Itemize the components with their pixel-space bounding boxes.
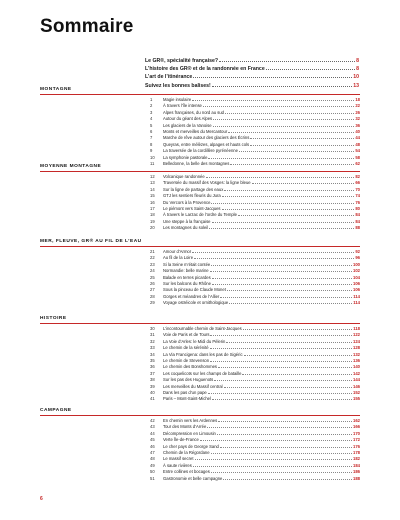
entry-list — [150, 174, 360, 232]
dot-leader — [220, 297, 352, 298]
entry-number: 23 — [150, 261, 155, 267]
entry-page: 146 — [353, 383, 360, 389]
entry-title: Chemin de la Régordane — [163, 449, 210, 455]
entry-title: Tour des Monts d’Arrée — [163, 424, 207, 430]
intro-item-title: L’art de l’itinérance — [145, 74, 193, 81]
page-number: 6 — [40, 496, 43, 502]
entry-title: Volcanique randonnée — [163, 174, 205, 179]
entry-title: La Via Francigena: dans les pas de Sigéric — [163, 351, 243, 357]
entry-number: 47 — [150, 449, 155, 455]
entry-page: 92 — [355, 249, 360, 254]
dot-leader — [244, 355, 352, 356]
entry-title: Le chemin des Bonshommes — [163, 364, 217, 370]
dot-leader — [218, 421, 352, 422]
entry-page: 104 — [353, 274, 360, 280]
dot-leader — [213, 119, 354, 120]
entry-page: 66 — [355, 180, 360, 186]
entry-number: 36 — [150, 364, 155, 370]
entry-page: 106 — [353, 280, 360, 286]
intro-item[interactable] — [145, 73, 359, 81]
dot-leader — [222, 209, 355, 210]
entry-page: 178 — [353, 449, 360, 455]
entry-number: 51 — [150, 475, 155, 481]
entry-page: 40 — [355, 128, 360, 134]
dot-leader — [208, 393, 352, 394]
dot-leader — [195, 459, 353, 460]
dot-leader — [200, 440, 352, 441]
entry-number: 49 — [150, 462, 155, 468]
entry-title: Alpes françaises, du nord au sud — [163, 109, 224, 115]
entry-title: Le massif secret — [163, 456, 194, 462]
entry-title: Sous la pinceau de Claude Monet — [163, 287, 226, 293]
entry-title: Monts et merveilles du Mercantour — [163, 128, 228, 134]
entry-title: Verte Île-de-France — [163, 437, 199, 443]
entry-number: 13 — [150, 180, 155, 186]
entry-page: 132 — [353, 351, 360, 357]
entry-number: 9 — [150, 148, 153, 154]
entry-page: 36 — [355, 122, 360, 128]
entry-number: 7 — [150, 135, 153, 141]
dot-leader — [209, 228, 354, 229]
entry-page: 142 — [353, 370, 360, 376]
entry-number: 42 — [150, 418, 155, 423]
entry-number: 21 — [150, 249, 155, 254]
entry-title: Le chemin de Stevenson — [163, 357, 210, 363]
entry-title: Gorges et méandres de l’Allier — [163, 293, 220, 299]
entry-number: 46 — [150, 443, 155, 449]
entry-page: 114 — [353, 300, 360, 306]
dot-leader — [212, 399, 352, 400]
dot-leader — [218, 367, 352, 368]
entry-title: Paris – Mont-Saint-Michel — [163, 396, 211, 402]
dot-leader — [212, 278, 352, 279]
entry-title: Queyras, entre mélèzes, alpages et hauts cols — [163, 141, 250, 147]
entry-number: 29 — [150, 300, 155, 306]
section-header: MOYENNE MONTAGNE — [40, 164, 102, 169]
dot-leader — [243, 329, 353, 330]
dot-leader — [206, 177, 355, 178]
entry-page: 70 — [355, 186, 360, 192]
entry-title: Normandie: belle marine — [163, 268, 209, 274]
dot-leader — [238, 215, 354, 216]
entry-title: Gastronomie et belle campagne — [163, 475, 223, 481]
entry-page: 100 — [353, 261, 360, 267]
section-rule — [40, 323, 360, 324]
entry-page: 176 — [353, 443, 360, 449]
dot-leader — [211, 453, 352, 454]
entry-page: 88 — [355, 225, 360, 231]
dot-leader — [252, 183, 355, 184]
entry-number: 24 — [150, 268, 155, 274]
intro-item[interactable] — [145, 65, 359, 73]
dot-leader — [212, 222, 355, 223]
entry-title: À saute rivières — [163, 462, 192, 468]
dot-leader — [229, 303, 352, 304]
entry-number: 39 — [150, 383, 155, 389]
dot-leader — [217, 434, 352, 435]
entry-number: 25 — [150, 274, 155, 280]
entry-page: 144 — [353, 377, 360, 383]
entry-number: 4 — [150, 116, 153, 122]
entry-page: 106 — [353, 287, 360, 293]
entry-page: 84 — [355, 218, 360, 224]
entry-number: 37 — [150, 370, 155, 376]
entry-number: 28 — [150, 293, 155, 299]
entry-page: 54 — [355, 148, 360, 154]
entry-number: 1 — [150, 97, 153, 102]
entry-number: 22 — [150, 255, 155, 261]
entry-page: 58 — [355, 154, 360, 160]
section-montagne — [40, 86, 360, 166]
entry-page: 32 — [355, 116, 360, 122]
entry-title: En chemin vers les Ardennes — [163, 418, 218, 423]
entry-page: 118 — [353, 326, 360, 331]
entry-title: Entre collines et bocages — [163, 469, 210, 475]
dot-leader — [210, 361, 352, 362]
section-histoire — [40, 315, 360, 402]
entry-title: Le chemin de la sérénité — [163, 345, 209, 351]
entry-title: Voie de Paris et de Tours — [163, 332, 210, 338]
entry-number: 16 — [150, 199, 155, 205]
dot-leader — [210, 348, 352, 349]
dot-leader — [220, 447, 352, 448]
entry-page: 136 — [353, 357, 360, 363]
entry-list — [150, 418, 360, 482]
toc-entry[interactable] — [150, 396, 360, 402]
section-header: CAMPAGNE — [40, 408, 72, 413]
entry-number: 30 — [150, 326, 155, 331]
section-header: HISTOIRE — [40, 316, 67, 321]
entry-number: 26 — [150, 280, 155, 286]
entry-number: 11 — [150, 160, 155, 166]
entry-title: Le piémont vers Saint-Jacques — [163, 205, 221, 211]
entry-number: 35 — [150, 357, 155, 363]
toc-entry[interactable] — [150, 225, 360, 231]
entry-title: Sur les balcons du Rhône — [163, 280, 211, 286]
entry-number: 45 — [150, 437, 155, 443]
intro-item-page: 13 — [353, 82, 359, 89]
entry-title: Magie insulaire — [163, 97, 192, 102]
entry-title: GTJ les sentiers fleuris du Jura — [163, 193, 221, 199]
dot-leader — [266, 69, 355, 70]
entry-number: 3 — [150, 109, 153, 115]
entry-number: 32 — [150, 338, 155, 344]
entry-page: 166 — [353, 424, 360, 430]
entry-number: 50 — [150, 469, 155, 475]
dot-leader — [192, 100, 354, 101]
dot-leader — [192, 252, 354, 253]
entry-number: 6 — [150, 128, 153, 134]
entry-title: Le cher pays de George Sand — [163, 443, 219, 449]
entry-title: Marche de rêve autour des glaciers des Écrins — [163, 135, 250, 141]
entry-number: 10 — [150, 154, 155, 160]
entry-title: Voyage ostréicole et ornithologique — [163, 300, 229, 306]
entry-title: Autour du géant des Alpes — [163, 116, 213, 122]
entry-page: 44 — [355, 135, 360, 141]
entry-number: 18 — [150, 212, 155, 218]
entry-title: Balade en terres picardes — [163, 274, 211, 280]
dot-leader — [210, 271, 352, 272]
section-header: MER, FLEUVE, GR® AU FIL DE L’EAU — [40, 239, 142, 244]
entry-number: 31 — [150, 332, 155, 338]
dot-leader — [214, 380, 352, 381]
dot-leader — [210, 335, 352, 336]
dot-leader — [250, 138, 354, 139]
section-moyenne-montagne — [40, 160, 360, 231]
entry-title: Dans les pas d’un pape — [163, 389, 207, 395]
entry-list — [150, 326, 360, 403]
entry-title: Si la Seine m’était contée — [163, 261, 211, 267]
entry-title: La Voie d’Arles: le Midi du Pèlerin — [163, 338, 226, 344]
entry-page: 84 — [355, 212, 360, 218]
entry-number: 34 — [150, 351, 155, 357]
dot-leader — [211, 265, 352, 266]
entry-number: 2 — [150, 103, 153, 109]
entry-page: 102 — [353, 268, 360, 274]
intro-item-title: Suivez les bonnes balises! — [145, 82, 211, 89]
entry-number: 33 — [150, 345, 155, 351]
dot-leader — [203, 106, 354, 107]
entry-page: 184 — [353, 462, 360, 468]
entry-page: 188 — [353, 475, 360, 481]
entry-title: Les glaciers de la Vanoise — [163, 122, 212, 128]
page-title: Sommaire — [40, 16, 134, 37]
entry-list — [150, 97, 360, 167]
entry-list — [150, 249, 360, 307]
entry-number: 8 — [150, 141, 153, 147]
intro-item-page: 10 — [353, 74, 359, 81]
dot-leader — [225, 113, 354, 114]
entry-title: Du Vercors à la Provence — [163, 199, 211, 205]
entry-page: 182 — [353, 456, 360, 462]
entry-page: 128 — [353, 345, 360, 351]
entry-title: L’incontournable chemin de Saint-Jacques — [163, 326, 242, 331]
intro-list — [145, 57, 359, 90]
entry-title: À travers l’île intense — [163, 103, 202, 109]
entry-page: 48 — [355, 141, 360, 147]
entry-page: 82 — [355, 174, 360, 179]
dot-leader — [207, 427, 352, 428]
intro-item[interactable] — [145, 57, 359, 65]
toc-entry[interactable] — [150, 476, 360, 482]
section-header: MONTAGNE — [40, 87, 72, 92]
dot-leader — [213, 126, 355, 127]
dot-leader — [222, 196, 355, 197]
dot-leader — [224, 190, 354, 191]
dot-leader — [226, 342, 352, 343]
dot-leader — [228, 132, 354, 133]
entry-page: 155 — [353, 396, 360, 402]
section-mer-fleuve — [40, 238, 360, 306]
dot-leader — [193, 466, 352, 467]
entry-title: Au fil de la Loire — [163, 255, 194, 261]
entry-page: 170 — [353, 430, 360, 436]
entry-number: 12 — [150, 174, 155, 179]
entry-page: 22 — [355, 103, 360, 109]
entry-page: 62 — [355, 160, 360, 166]
entry-title: Sur la ligne de partage des eaux — [163, 186, 224, 192]
entry-title: Amour d’Armor — [163, 249, 192, 254]
entry-number: 27 — [150, 287, 155, 293]
dot-leader — [212, 284, 352, 285]
entry-page: 74 — [355, 193, 360, 199]
dot-leader — [224, 387, 352, 388]
entry-page: 76 — [355, 199, 360, 205]
section-rule — [40, 415, 360, 416]
dot-leader — [211, 203, 354, 204]
section-rule — [40, 246, 360, 247]
entry-page: 18 — [355, 97, 360, 102]
dot-leader — [193, 77, 352, 78]
entry-number: 5 — [150, 122, 153, 128]
entry-title: À travers le Larzac de l’ordre du Temple — [163, 212, 237, 218]
dot-leader — [208, 158, 354, 159]
entry-page: 152 — [353, 389, 360, 395]
intro-item-title: L’histoire des GR® et de la randonnée en France — [145, 66, 265, 73]
dot-leader — [223, 479, 352, 480]
entry-number: 40 — [150, 389, 155, 395]
entry-title: La symphonie pastorale — [163, 154, 208, 160]
entry-page: 186 — [353, 469, 360, 475]
entry-page: 26 — [355, 109, 360, 115]
entry-page: 140 — [353, 364, 360, 370]
entry-number: 44 — [150, 430, 155, 436]
entry-number: 41 — [150, 396, 155, 402]
dot-leader — [242, 374, 352, 375]
entry-page: 122 — [353, 332, 360, 338]
entry-number: 15 — [150, 193, 155, 199]
dot-leader — [211, 472, 352, 473]
entry-title: Une steppe à la française — [163, 218, 211, 224]
entry-title: Les coquelicots sur les champs de bataille — [163, 370, 242, 376]
entry-title: La traversée de la cordillère pyrénéenne — [163, 148, 238, 154]
entry-page: 114 — [353, 293, 360, 299]
entry-number: 20 — [150, 225, 155, 231]
entry-number: 38 — [150, 377, 155, 383]
entry-page: 162 — [353, 418, 360, 423]
dot-leader — [194, 258, 354, 259]
entry-number: 43 — [150, 424, 155, 430]
intro-item-page: 8 — [356, 58, 359, 64]
dot-leader — [219, 61, 355, 62]
entry-title: Belledonne, la belle des montagnes — [163, 160, 230, 166]
entry-number: 17 — [150, 205, 155, 211]
entry-title: Décompression en Limousin — [163, 430, 216, 436]
entry-title: Les montagnes du soleil — [163, 225, 209, 231]
entry-page: 124 — [353, 338, 360, 344]
section-rule — [40, 94, 360, 95]
dot-leader — [227, 290, 352, 291]
entry-title: Traversée du massif des Vosges: la ligne bleue — [163, 180, 251, 186]
section-rule — [40, 171, 360, 172]
intro-item-title: Le GR®, spécialité française? — [145, 58, 219, 64]
dot-leader — [239, 151, 354, 152]
intro-item-page: 8 — [356, 66, 359, 73]
entry-page: 80 — [355, 205, 360, 211]
entry-page: 172 — [353, 437, 360, 443]
entry-title: Sur les pas des Huguenots — [163, 377, 214, 383]
entry-number: 14 — [150, 186, 155, 192]
entry-number: 19 — [150, 218, 155, 224]
dot-leader — [250, 145, 354, 146]
entry-title: Les merveilles du Massif central — [163, 383, 223, 389]
entry-number: 48 — [150, 456, 155, 462]
entry-page: 96 — [355, 255, 360, 261]
toc-entry[interactable] — [150, 300, 360, 306]
section-campagne — [40, 407, 360, 481]
